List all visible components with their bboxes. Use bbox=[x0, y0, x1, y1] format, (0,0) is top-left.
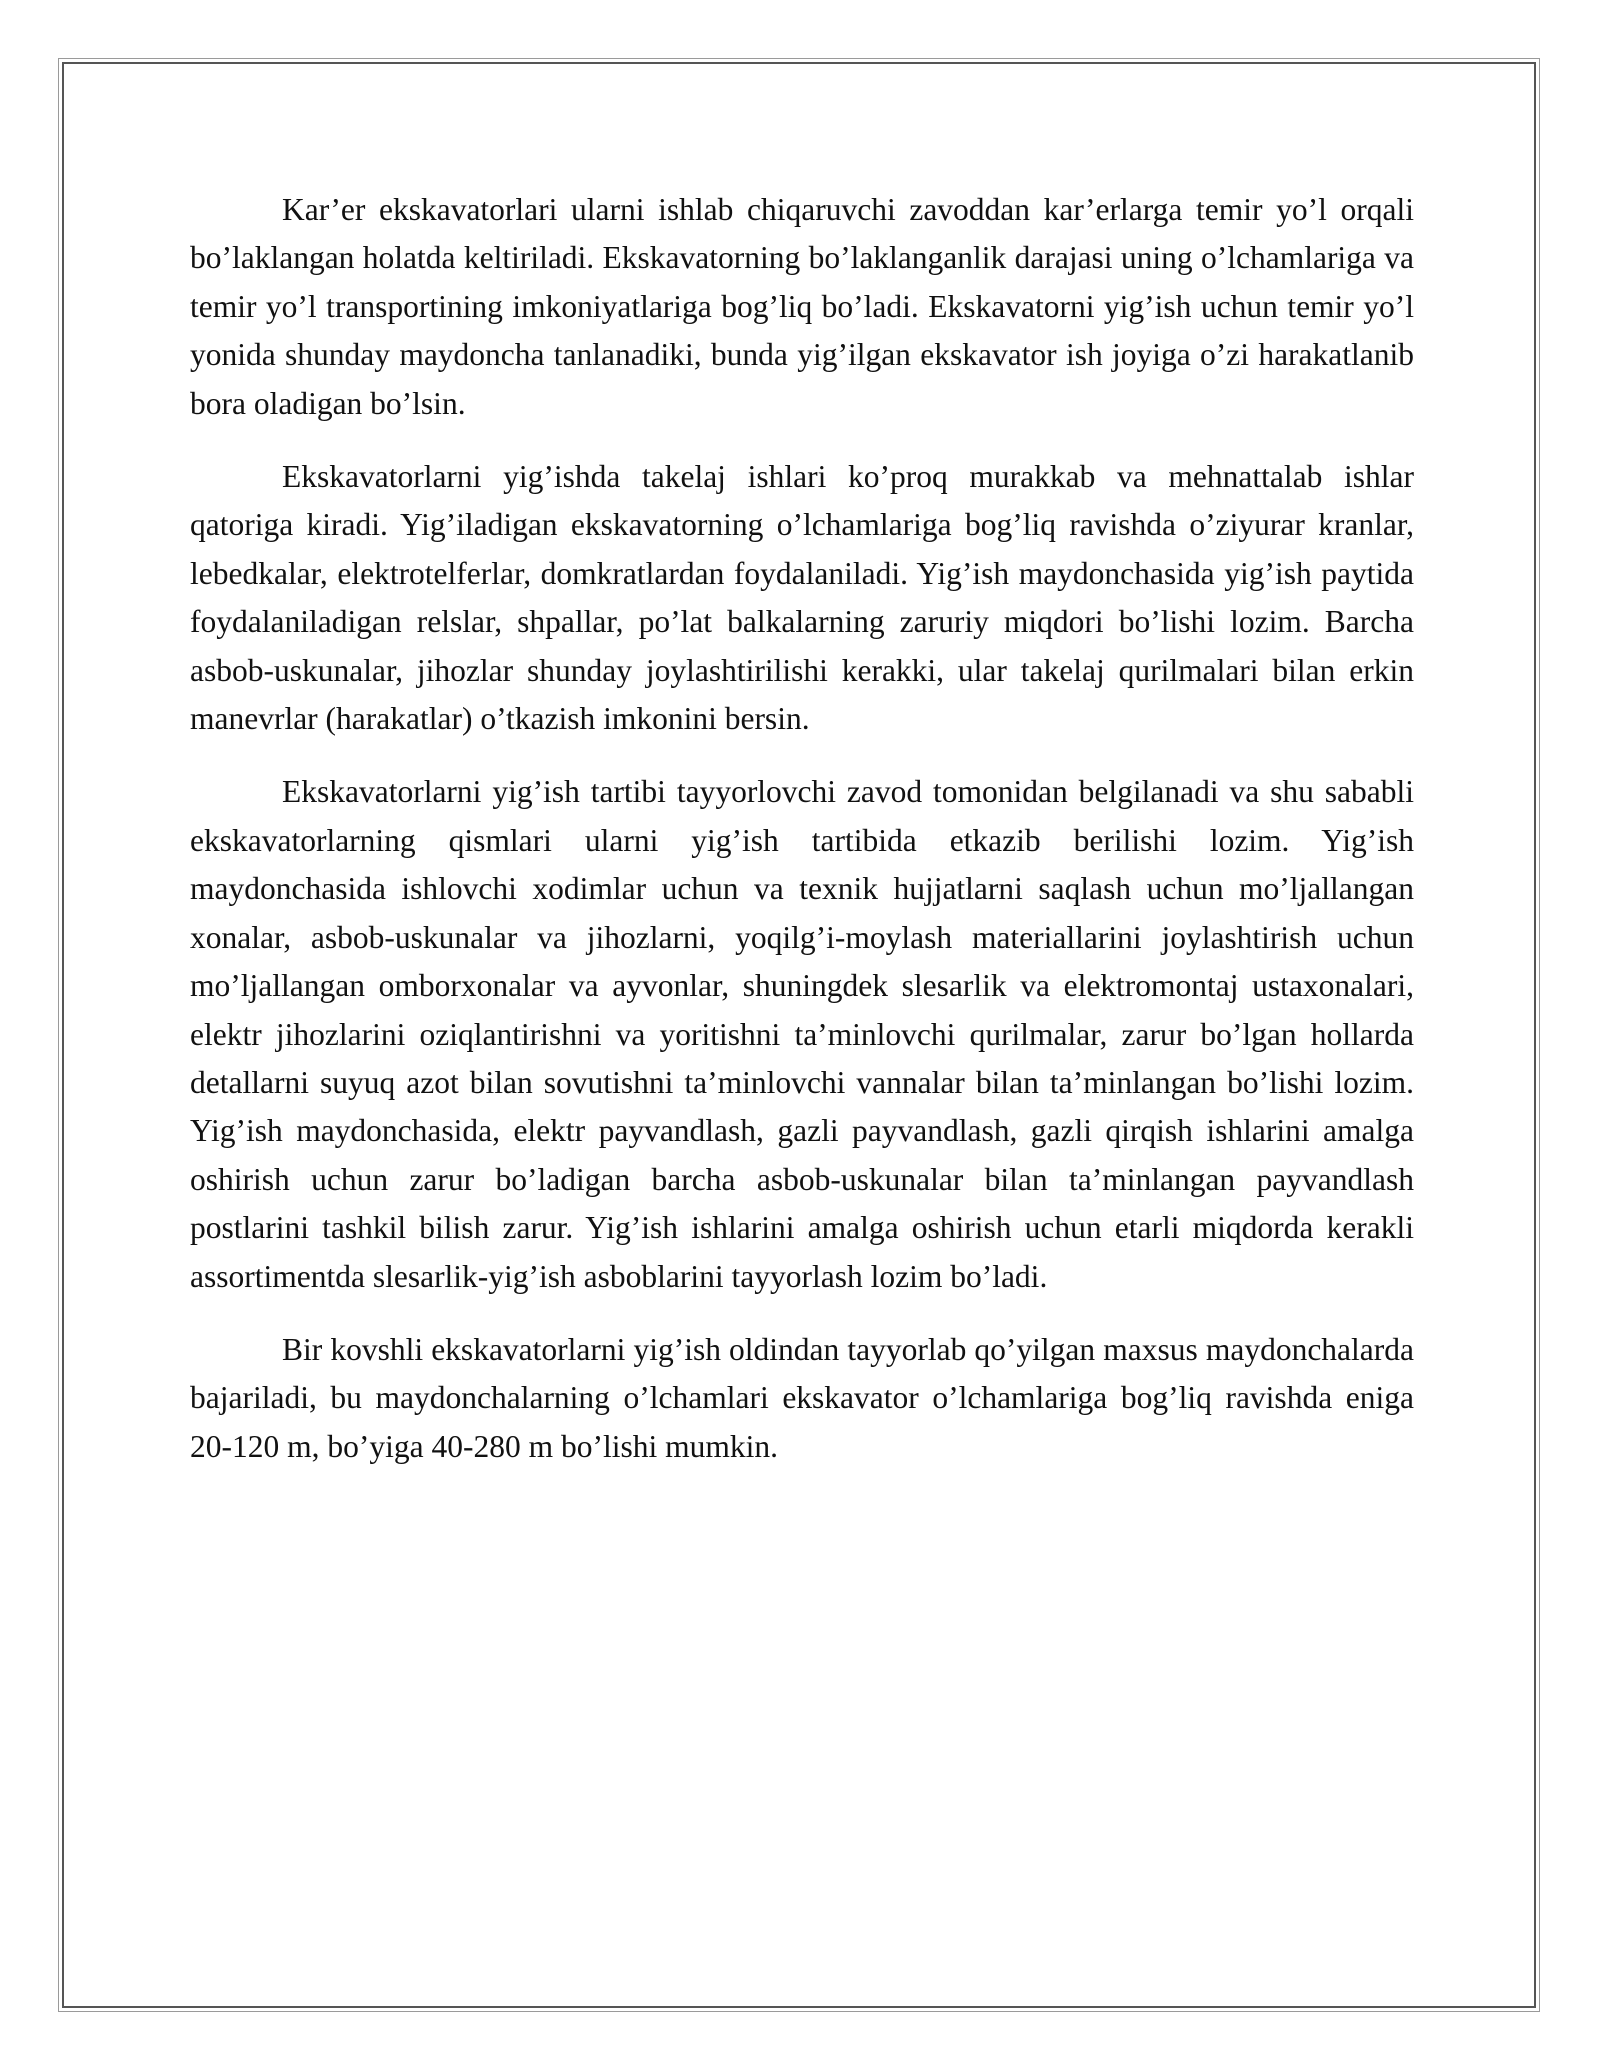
paragraph-4: Bir kovshli ekskavatorlarni yig’ish oldindan tayyorlab qo’yilgan maxsus maydonchalarda bajariladi, bu maydonchalarning o’lchamlari ekskavator o’lchamlariga bog’liq ravishda eniga 20-120 m, bo’yiga 40-280 m bo’lishi mumkin. bbox=[190, 1331, 1414, 1464]
paragraph-2: Ekskavatorlarni yig’ishda takelaj ishlari ko’proq murakkab va mehnattalab ishlar qatoriga kiradi. Yig’iladigan ekskavatorning o’lchamlariga bog’liq ravishda o’ziyurar kranlar, lebedkalar, elektrotelferlar, domkratlardan foydalaniladi. Yig’ish maydonchasida yig’ish paytida foydalaniladigan relslar, shpallar, po’lat balkalarning zaruriy miqdori bo’lishi lozim. Barcha asbob-uskunalar, jihozlar shunday joylashtirilishi kerakki, ular takelaj qurilmalari bilan erkin manevrlar (harakatlar) o’tkazish imkonini bersin. bbox=[190, 459, 1414, 737]
paragraph-1: Kar’er ekskavatorlari ularni ishlab chiqaruvchi zavoddan kar’erlarga temir yo’l orqali bo’laklangan holatda keltiriladi. Ekskavatorning bo’laklanganlik darajasi uning o’lchamlariga va temir yo’l transportining imkoniyatlariga bog’liq bo’ladi. Ekskavatorni yig’ish uchun temir yo’l yonida shunday maydoncha tanlanadiki, bunda yig’ilgan ekskavator ish joyiga o’zi harakatlanib bora oladigan bo’lsin. bbox=[190, 192, 1414, 421]
document-body bbox=[190, 186, 1414, 1496]
paragraph-3: Ekskavatorlarni yig’ish tartibi tayyorlovchi zavod tomonidan belgilanadi va shu sababli ekskavatorlarning qismlari ularni yig’ish tartibida etkazib berilishi lozim. Yig’ish maydonchasida ishlovchi xodimlar uchun va texnik hujjatlarni saqlash uchun mo’ljallangan xonalar, asbob-uskunalar va jihozlarni, yoqilg’i-moylash materiallarini joylashtirish uchun mo’ljallangan omborxonalar va ayvonlar, shuningdek slesarlik va elektromontaj ustaxonalari, elektr jihozlarini oziqlantirishni va yoritishni ta’minlovchi qurilmalar, zarur bo’lgan hollarda detallarni suyuq azot bilan sovutishni ta’minlovchi vannalar bilan ta’minlangan bo’lishi lozim. Yig’ish maydonchasida, elektr payvandlash, gazli payvandlash, gazli qirqish ishlarini amalga oshirish uchun zarur bo’ladigan barcha asbob-uskunalar bilan ta’minlangan payvandlash postlarini tashkil bilish zarur. Yig’ish ishlarini amalga oshirish uchun etarli miqdorda kerakli assortimentda slesarlik-yig’ish asboblarini tayyorlash lozim bo’ladi. bbox=[190, 774, 1414, 1294]
